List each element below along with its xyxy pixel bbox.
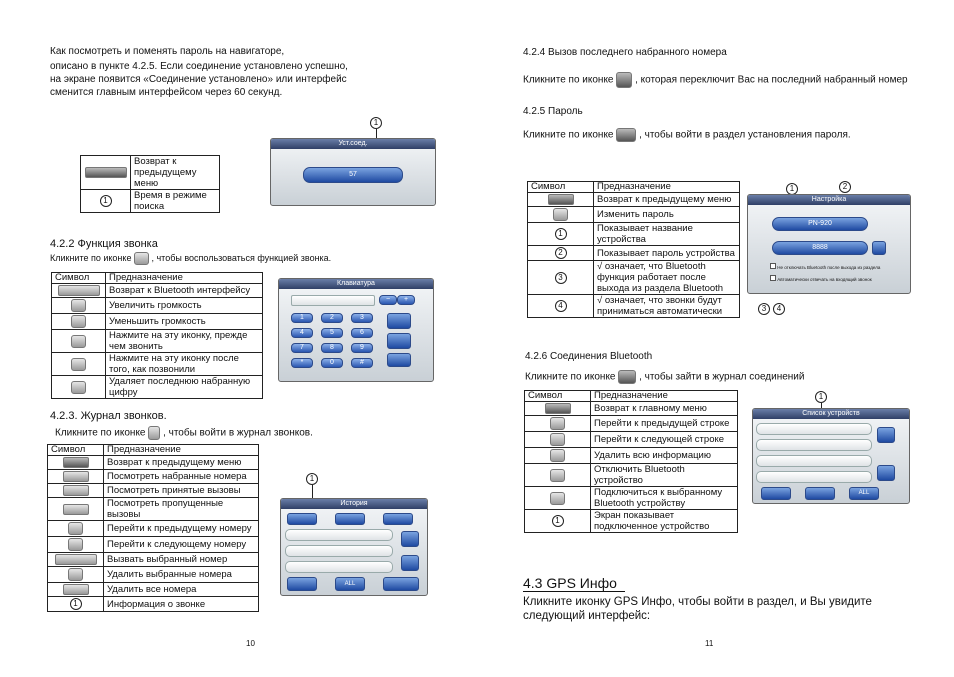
intro-line-3: на экране появится «Соединение установлено» или интерфейс xyxy=(50,74,347,85)
table-cell: Перейти к предыдущему номеру xyxy=(104,521,259,537)
dial-button[interactable] xyxy=(383,577,419,591)
section-4-2-2-title: 4.2.2 Функция звонка xyxy=(50,238,158,250)
instruction: Кликните по иконке xyxy=(525,371,616,383)
connect-button[interactable] xyxy=(761,487,791,500)
callout-4: 4 xyxy=(773,303,785,315)
delete-all-icon xyxy=(48,583,104,597)
timer-display: 57 xyxy=(303,167,403,183)
callout-2: 2 xyxy=(839,181,851,193)
table-cell: Уменьшить громкость xyxy=(106,314,263,330)
head-symbol: Символ xyxy=(528,182,594,193)
delete-icon xyxy=(48,567,104,583)
head-purpose: Предназначение xyxy=(106,273,263,284)
table-cell: Показывает название устройства xyxy=(594,223,740,246)
list-item[interactable] xyxy=(756,471,872,483)
table-cell: Нажмите на эту иконку после того, как позвонили xyxy=(106,353,263,376)
instruction: Кликните по иконке xyxy=(50,253,132,263)
callout-1: 1 xyxy=(306,473,318,485)
delete-all-icon xyxy=(525,448,591,464)
connect-screen xyxy=(270,138,436,206)
intro-line-1: Как посмотреть и поменять пароль на навигаторе, xyxy=(50,46,285,57)
table-cell: Удалить все номера xyxy=(104,583,259,597)
screen-title: История xyxy=(281,499,427,509)
page-number: 11 xyxy=(705,639,714,648)
table-cell: Перейти к следующей строке xyxy=(591,432,738,448)
disconnect-button[interactable] xyxy=(805,487,835,500)
arrow-up-icon xyxy=(525,416,591,432)
number-field[interactable] xyxy=(291,295,375,306)
screen-title: Настройка xyxy=(748,195,910,205)
callout-1: 1 xyxy=(370,117,382,129)
device-list-screen xyxy=(752,408,910,504)
intro-line-2: описано в пункте 4.2.5. Если соединение установлено успешно, xyxy=(50,61,348,72)
dialed-tab[interactable] xyxy=(287,513,317,525)
list-item[interactable] xyxy=(285,545,393,557)
delete-all-button[interactable]: ALL xyxy=(335,577,365,591)
callout-3: 3 xyxy=(758,303,770,315)
table-cell: Изменить пароль xyxy=(594,207,740,223)
keypad-key[interactable]: 0 xyxy=(321,358,343,368)
bluetooth-list-symbol-table xyxy=(524,390,738,533)
dialed-icon xyxy=(48,470,104,484)
call-symbol-table xyxy=(51,272,263,399)
missed-icon xyxy=(48,498,104,521)
head-purpose: Предназначение xyxy=(591,391,738,402)
connect-icon xyxy=(525,487,591,510)
return-icon xyxy=(525,402,591,416)
table-cell: √ означает, что звонки будут приниматься автоматически xyxy=(594,295,740,318)
volume-down-icon xyxy=(52,314,106,330)
keypad-key[interactable]: 8 xyxy=(321,343,343,353)
redial-icon xyxy=(616,72,632,88)
table-cell: Посмотреть набранные номера xyxy=(104,470,259,484)
call-log-symbol-table xyxy=(47,444,259,612)
gps-text-2: следующий интерфейс: xyxy=(523,610,651,622)
scroll-down-button[interactable] xyxy=(401,555,419,571)
table-cell: Информация о звонке xyxy=(104,597,259,612)
bluetooth-option[interactable]: Не отключать Bluetooth после выхода из раздела xyxy=(770,263,910,271)
dial-icon xyxy=(48,553,104,567)
screen-title: Клавиатура xyxy=(279,279,433,289)
section-4-2-3-title: 4.2.3. Журнал звонков. xyxy=(50,410,167,422)
table-cell: Удаляет последнюю набранную цифру xyxy=(106,376,263,399)
call-button[interactable] xyxy=(387,313,411,329)
keypad-key[interactable]: # xyxy=(351,358,373,368)
hangup-button[interactable] xyxy=(387,333,411,349)
missed-tab[interactable] xyxy=(383,513,413,525)
keypad-key[interactable]: 2 xyxy=(321,313,343,323)
table-cell: Возврат к предыдущему меню xyxy=(131,156,220,190)
instruction: , чтобы войти в журнал звонков. xyxy=(163,427,313,439)
device-password: 8888 xyxy=(772,241,868,255)
table-cell: Возврат к главному меню xyxy=(591,402,738,416)
scroll-down-button[interactable] xyxy=(877,465,895,481)
table-cell: Увеличить громкость xyxy=(106,298,263,314)
history-screen xyxy=(280,498,428,596)
list-item[interactable] xyxy=(756,439,872,451)
table-cell: Показывает пароль устройства xyxy=(594,246,740,261)
table-cell: Нажмите на эту иконку, прежде чем звонить xyxy=(106,330,263,353)
section-4-2-6-title: 4.2.6 Соединения Bluetooth xyxy=(525,351,653,362)
page-number: 10 xyxy=(246,639,255,648)
keypad-key[interactable]: 5 xyxy=(321,328,343,338)
call-icon xyxy=(52,330,106,353)
settings-screen xyxy=(747,194,911,294)
keypad-key[interactable]: 9 xyxy=(351,343,373,353)
table-cell: Возврат к предыдущему меню xyxy=(594,193,740,207)
backspace-button[interactable] xyxy=(387,353,411,367)
arrow-down-icon xyxy=(48,537,104,553)
table-cell: Отключить Bluetooth устройство xyxy=(591,464,738,487)
circle-one-icon: 1 xyxy=(525,510,591,533)
call-log-icon xyxy=(148,426,160,440)
hangup-icon xyxy=(52,353,106,376)
keypad-icon xyxy=(134,252,149,265)
head-purpose: Предназначение xyxy=(594,182,740,193)
circle-three-icon: 3 xyxy=(528,261,594,295)
device-name: PN-920 xyxy=(772,217,868,231)
list-item[interactable] xyxy=(285,529,393,541)
instruction: Кликните по иконке xyxy=(523,129,614,141)
keypad-key[interactable]: * xyxy=(291,358,313,368)
head-symbol: Символ xyxy=(525,391,591,402)
table-cell: Посмотреть пропущенные вызовы xyxy=(104,498,259,521)
backspace-icon xyxy=(52,376,106,399)
password-icon xyxy=(616,128,636,142)
table-cell: Возврат к предыдущему меню xyxy=(104,456,259,470)
keypad-key[interactable]: 1 xyxy=(291,313,313,323)
delete-all-button[interactable]: ALL xyxy=(849,487,879,500)
callout-1: 1 xyxy=(786,183,798,195)
connections-icon xyxy=(618,370,636,384)
intro-line-4: сменится главным интерфейсом через 60 секунд. xyxy=(50,87,283,98)
callout-1: 1 xyxy=(815,391,827,403)
disconnect-icon xyxy=(525,464,591,487)
bluetooth-return-icon xyxy=(52,284,106,298)
instruction: , чтобы воспользоваться функцией звонка. xyxy=(151,253,332,263)
return-icon xyxy=(528,193,594,207)
volume-up-icon xyxy=(52,298,106,314)
table-cell: Подключиться к выбранному Bluetooth устройству xyxy=(591,487,738,510)
return-icon xyxy=(81,156,131,190)
password-symbol-table xyxy=(527,181,740,318)
head-symbol: Символ xyxy=(48,445,104,456)
keypad-key[interactable]: 4 xyxy=(291,328,313,338)
circle-one-icon: 1 xyxy=(48,597,104,612)
table-cell: Экран показывает подключенное устройство xyxy=(591,510,738,533)
delete-button[interactable] xyxy=(287,577,317,591)
gps-text-1: Кликните иконку GPS Инфо, чтобы войти в раздел, и Вы увидите xyxy=(523,596,872,608)
table-cell: Посмотреть принятые вызовы xyxy=(104,484,259,498)
circle-four-icon: 4 xyxy=(528,295,594,318)
keypad-screen xyxy=(278,278,434,382)
instruction: , чтобы войти в раздел установления пароля. xyxy=(639,129,851,141)
auto-answer-option[interactable]: Автоматически отвечать на входящий звонок xyxy=(770,275,910,283)
instruction: Кликните по иконке xyxy=(55,427,146,439)
table-cell: Перейти к следующему номеру xyxy=(104,537,259,553)
keypad-key[interactable]: 7 xyxy=(291,343,313,353)
keypad-key[interactable]: 6 xyxy=(351,328,373,338)
instruction: , которая переключит Вас на последний набранный номер xyxy=(635,74,908,86)
table-cell: √ означает, что Bluetooth функция работает после выхода из раздела Bluetooth xyxy=(594,261,740,295)
instruction: Кликните по иконке xyxy=(523,74,614,86)
table-cell: Время в режиме поиска xyxy=(131,190,220,213)
section-4-2-4-title: 4.2.4 Вызов последнего набранного номера xyxy=(523,47,727,58)
received-icon xyxy=(48,484,104,498)
section-4-2-5-title: 4.2.5 Пароль xyxy=(523,106,583,117)
table-cell: Удалить всю информацию xyxy=(591,448,738,464)
list-item[interactable] xyxy=(756,455,872,467)
edit-password-icon xyxy=(528,207,594,223)
instruction: , чтобы зайти в журнал соединений xyxy=(639,371,805,383)
section-4-3-title: 4.3 GPS Инфо xyxy=(523,575,625,592)
keypad-key[interactable]: 3 xyxy=(351,313,373,323)
list-item[interactable] xyxy=(756,423,872,435)
arrow-down-icon xyxy=(525,432,591,448)
table-cell: Возврат к Bluetooth интерфейсу xyxy=(106,284,263,298)
arrow-up-icon xyxy=(48,521,104,537)
screen-title: Уст.соед. xyxy=(271,139,435,149)
screen-title: Список устройств xyxy=(753,409,909,419)
return-icon xyxy=(48,456,104,470)
circle-one-icon: 1 xyxy=(81,190,131,213)
volume-down-key[interactable]: − xyxy=(379,295,397,305)
head-purpose: Предназначение xyxy=(104,445,259,456)
circle-two-icon: 2 xyxy=(528,246,594,261)
scroll-up-button[interactable] xyxy=(401,531,419,547)
list-item[interactable] xyxy=(285,561,393,573)
edit-password-button[interactable] xyxy=(872,241,886,255)
table-cell: Удалить выбранные номера xyxy=(104,567,259,583)
connection-symbol-table xyxy=(80,155,220,213)
received-tab[interactable] xyxy=(335,513,365,525)
head-symbol: Символ xyxy=(52,273,106,284)
circle-one-icon: 1 xyxy=(528,223,594,246)
scroll-up-button[interactable] xyxy=(877,427,895,443)
table-cell: Перейти к предыдущей строке xyxy=(591,416,738,432)
table-cell: Вызвать выбранный номер xyxy=(104,553,259,567)
volume-up-key[interactable]: + xyxy=(397,295,415,305)
